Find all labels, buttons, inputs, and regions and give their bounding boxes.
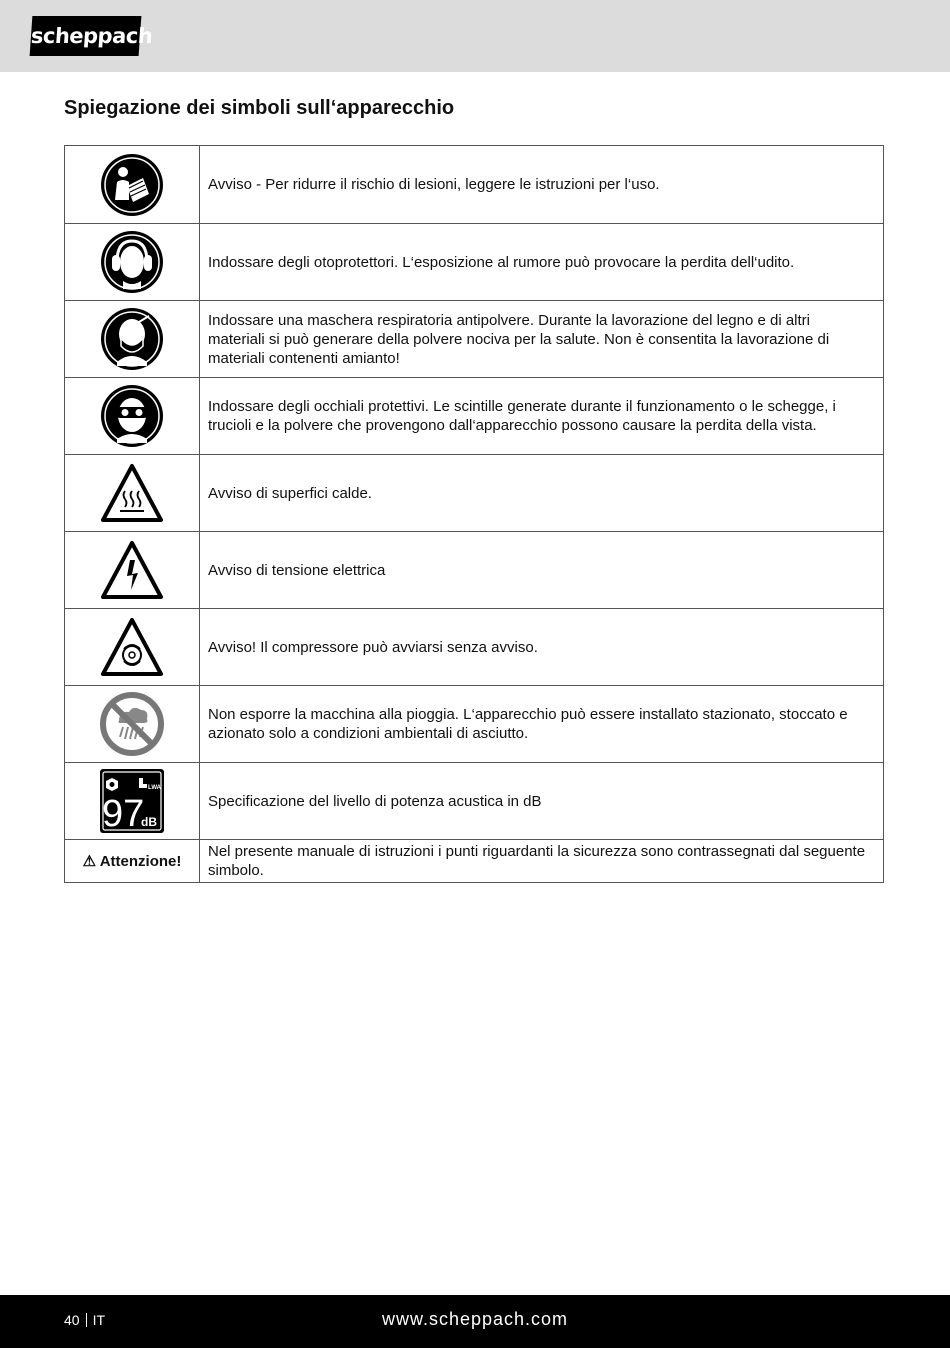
table-row (65, 531, 883, 608)
table-row (65, 839, 883, 882)
row-text: Indossare degli occhiali protettivi. Le scintille generate durante il funzionamento o le schegge, i trucioli e la polvere che provengono dall‘apparecchio possono causare la perdita della vista. (208, 398, 836, 434)
row-text: Avviso di tensione elettrica (208, 561, 386, 579)
row-text: Nel presente manuale di istruzioni i punti riguardanti la sicurezza sono contrassegnati dal seguente simbolo. (208, 843, 866, 879)
read-manual-icon (65, 146, 200, 223)
table-row (65, 300, 883, 377)
page-number: 40 (64, 1312, 80, 1328)
ear-protection-icon (65, 224, 200, 300)
page-header (0, 0, 950, 72)
row-text: Non esporre la macchina alla pioggia. L‘apparecchio può essere installato stazionato, stoccato e azionato solo a condizioni ambientali di asciutto. (208, 706, 848, 742)
row-text: Indossare una maschera respiratoria antipolvere. Durante la lavorazione del legno e di altri materiali si può generare della polvere nociva per la salute. Non è consentita la lavorazione di materiali contenenti amianto! (208, 311, 830, 367)
table-row (65, 223, 883, 300)
row-text: Indossare degli otoprotettori. L‘esposizione al rumore può provocare la perdita dell‘udito. (208, 253, 795, 271)
row-text: Avviso! Il compressore può avviarsi senza avviso. (208, 638, 538, 656)
row-text: Avviso di superfici calde. (208, 484, 372, 502)
attention-label: ⚠ Attenzione! (82, 853, 182, 870)
table-row (65, 685, 883, 762)
table-row (65, 762, 883, 839)
dust-mask-icon (65, 301, 200, 377)
hot-surface-warning-icon (65, 455, 200, 531)
table-row (65, 608, 883, 685)
symbols-table (64, 145, 884, 883)
attention-cell (65, 840, 200, 882)
sound-power-level-icon (65, 763, 200, 839)
row-text: Avviso - Per ridurre il rischio di lesioni, leggere le istruzioni per l‘uso. (208, 176, 660, 193)
page-footer (0, 1295, 950, 1348)
electric-voltage-warning-icon (65, 532, 200, 608)
scheppach-logo: scheppach (30, 16, 142, 56)
sound-sub-label: LWA (148, 785, 161, 791)
page-title: Spiegazione dei simboli sull‘apparecchio (64, 97, 455, 119)
language-code: IT (92, 1312, 106, 1328)
sound-value: 97 (102, 793, 145, 834)
auto-start-warning-icon (65, 609, 200, 685)
no-rain-icon (65, 686, 200, 762)
row-text: Specificazione del livello di potenza acustica in dB (208, 792, 542, 810)
safety-goggles-icon (65, 378, 200, 454)
table-row (65, 377, 883, 454)
table-row (65, 146, 883, 223)
website-url: www.scheppach.com (381, 1309, 569, 1329)
table-row (65, 454, 883, 531)
sound-unit: dB (141, 815, 157, 829)
